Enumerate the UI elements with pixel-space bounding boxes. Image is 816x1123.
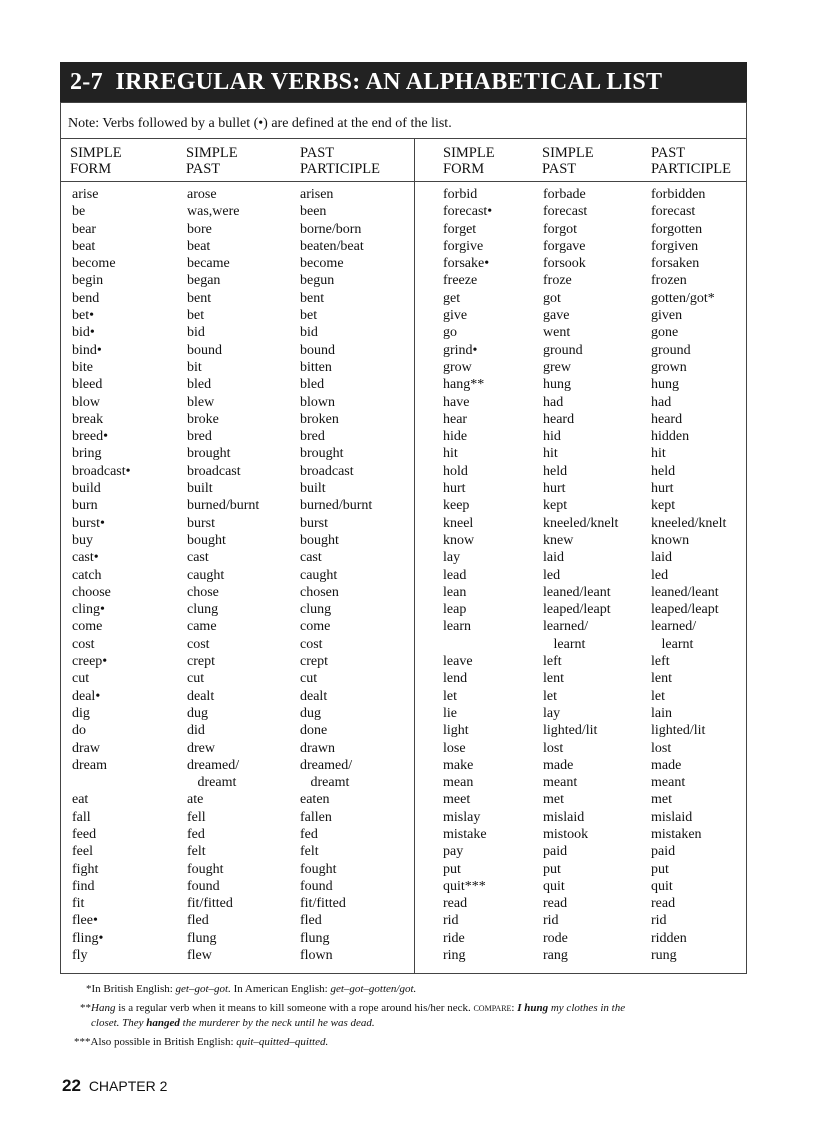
verb-cell: draw [72,740,100,756]
verb-cell: found [187,878,220,894]
verb-cell: lost [651,740,672,756]
verb-cell: forsaken [651,256,700,272]
verb-cell: let [651,688,665,704]
verb-cell: lean [443,584,467,600]
verb-cell: give [443,308,468,324]
verb-cell: bend [72,290,100,306]
verb-cell: laid [651,550,672,566]
col-header-simple-form: SIMPLE FORM [70,145,122,177]
verb-cell: read [543,896,568,912]
verb-cell: broke [187,411,219,427]
verb-cell: hidden [651,429,690,445]
verb-cell: burned/burnt [300,498,373,514]
verb-cell: meet [443,792,471,808]
verb-cell: learnt [543,636,586,652]
section-title: 2-7 IRREGULAR VERBS: AN ALPHABETICAL LIST [70,69,663,95]
verb-cell: hung [543,377,571,393]
verb-cell: hurt [651,481,674,497]
verb-cell: ate [187,792,204,808]
verb-cell: fought [187,861,224,877]
verb-cell: cost [300,636,323,652]
verb-cell: fled [187,913,209,929]
verb-cell: bred [300,429,325,445]
divider [60,138,747,139]
verb-cell: borne/born [300,221,362,237]
verb-cell: found [300,878,333,894]
verb-cell: fit [72,896,85,912]
verb-cell: forgiven [651,238,699,254]
verb-cell: came [187,619,217,635]
verb-cell: burst [300,515,328,531]
verb-cell: quit [543,878,565,894]
verb-cell: kept [651,498,676,514]
column-left-participle [300,186,372,964]
verb-cell: leaped/leapt [543,602,611,618]
verb-cell: lose [443,740,466,756]
verb-cell: ridden [651,930,687,946]
verb-cell: gone [651,325,679,341]
verb-cell: forsake• [443,256,490,272]
col-header-simple-form-2: SIMPLE FORM [443,145,495,177]
verb-cell: fled [300,913,322,929]
verb-cell: lay [443,550,461,566]
verb-cell: freeze [443,273,478,289]
verb-cell: bound [187,342,222,358]
verb-cell: kept [543,498,568,514]
verb-cell: fling• [72,930,104,946]
verb-cell: hung [651,377,679,393]
verb-cell: caught [300,567,338,583]
verb-cell: cost [187,636,210,652]
verb-cell: crept [187,654,215,670]
column-right-simple [443,186,492,964]
verb-cell: hurt [543,481,566,497]
verb-cell: forbidden [651,187,706,202]
col-header-past-participle-2: PAST PARTICIPLE [651,145,731,177]
verb-cell: know [443,532,475,548]
verb-cell: hear [443,411,468,427]
verb-cell: make [443,757,474,773]
verb-cell: breed• [72,429,108,445]
verb-cell: fall [72,809,91,825]
verb-cell: bid• [72,325,95,341]
verb-cell: clung [187,602,219,618]
verb-cell: grew [543,359,571,375]
verb-cell: brought [187,446,231,462]
verb-cell: rid [651,913,667,929]
verb-cell: learned/ [651,619,697,635]
verb-cell: dreamed/ [187,757,240,773]
verb-cell: forgotten [651,221,703,237]
verb-cell: bring [72,446,102,462]
verb-cell: mean [443,775,474,791]
verb-cell: flee• [72,913,98,929]
column-left-past [187,186,259,964]
verb-cell: frozen [651,273,687,289]
verb-cell: lighted/lit [543,723,598,739]
verb-cell: let [443,688,457,704]
verb-cell: fed [187,826,205,842]
verb-cell: bet [300,308,318,324]
verb-cell: hit [443,446,458,462]
verb-cell: cast [187,550,209,566]
verb-cell: gave [543,308,570,324]
verb-cell: ground [651,342,691,358]
verb-cell: flown [300,948,333,964]
verb-cell: did [187,723,205,739]
verb-cell: flung [187,930,217,946]
verb-cell: hide [443,429,468,445]
verb-cell: keep [443,498,470,514]
verb-cell: forsook [543,256,586,272]
verb-cell: had [543,394,564,410]
verb-cell: get [443,290,461,306]
page-number: 22 [62,1076,81,1095]
verb-cell: built [300,481,326,497]
verb-cell: lead [443,567,467,583]
verb-cell: leaned/leant [543,584,611,600]
verb-cell: blew [187,394,215,410]
verb-cell: become [300,256,344,272]
verb-cell: hid [543,429,561,445]
verb-cell: cast [300,550,322,566]
verb-cell: became [187,256,230,272]
verb-cell: paid [543,844,568,860]
verb-cell: begun [300,273,335,289]
verb-cell: meant [543,775,578,791]
verb-cell: made [651,757,682,773]
verb-cell: bitten [300,359,332,375]
verb-cell: fell [187,809,206,825]
verb-cell: fit/fitted [187,896,233,912]
verb-cell: rode [543,930,568,946]
verb-cell: chosen [300,584,339,600]
verb-cell: forget [443,221,477,237]
footnote-3: ***Also possible in British English: quit–quitted–quitted. [74,1036,329,1048]
verb-cell: go [443,325,457,341]
verb-cell: fought [300,861,337,877]
verb-cell: buy [72,532,93,548]
verb-cell: broadcast• [72,463,131,479]
verb-cell: bleed [72,377,103,393]
verb-cell: forecast [543,204,588,220]
verb-cell: burn [72,498,98,514]
verb-cell: eat [72,792,89,808]
verb-cell: be [72,204,86,220]
verb-cell [443,636,492,653]
verb-table-frame [60,102,747,974]
verb-cell [72,774,131,791]
verb-cell: bent [300,290,325,306]
verb-cell: lent [651,671,672,687]
verb-cell: forgot [543,221,577,237]
verb-cell: lighted/lit [651,723,706,739]
verb-cell: was,were [187,204,240,220]
verb-cell: forecast• [443,204,493,220]
verb-cell: lie [443,705,457,721]
column-left-simple [72,186,131,964]
verb-cell: put [443,861,461,877]
verb-cell: meant [651,775,686,791]
verb-cell: grind• [443,342,478,358]
verb-cell: grow [443,359,472,375]
verb-cell: met [651,792,672,808]
verb-cell: catch [72,567,102,583]
verb-cell: left [651,654,670,670]
verb-cell: built [187,481,213,497]
verb-cell: come [300,619,331,635]
verb-cell: find [72,878,95,894]
verb-cell: dreamt [300,775,350,791]
verb-cell: bid [187,325,205,341]
verb-cell: mislay [443,809,481,825]
verb-cell: froze [543,273,572,289]
header-rule-left [60,181,414,182]
verb-cell: fed [300,826,318,842]
verb-cell: dug [300,705,321,721]
verb-cell: choose [72,584,111,600]
verb-cell: do [72,723,86,739]
verb-cell: burned/burnt [187,498,260,514]
verb-cell: quit*** [443,878,486,894]
verb-cell: bore [187,221,212,237]
verb-cell: had [651,394,672,410]
verb-cell: mislaid [543,809,585,825]
verb-cell: bred [187,429,212,445]
verb-cell: made [543,757,574,773]
verb-cell: come [72,619,103,635]
verb-cell: kneeled/knelt [651,515,727,531]
verb-cell: heard [651,411,683,427]
verb-cell: bet [187,308,205,324]
column-right-participle [651,186,726,964]
verb-cell: feel [72,844,93,860]
verb-cell: caught [187,567,225,583]
verb-cell: heard [543,411,575,427]
verb-cell: known [651,532,690,548]
verb-cell: arisen [300,187,334,202]
verb-cell: blown [300,394,335,410]
footnote-2: **Hang is a regular verb when it means to kill someone with a rope around his/her neck. compare: I hung my clothes in the closet. They hanged the murderer by the neck until he was dead. [80,1002,626,1029]
verb-cell: lend [443,671,468,687]
verb-cell: forbade [543,187,586,202]
footnote-1: *In British English: get–got–got. In American English: get–got–gotten/got. [86,983,417,995]
verb-cell: cut [72,671,90,687]
verb-cell: feed [72,826,97,842]
verb-cell: learn [443,619,471,635]
chapter-label: CHAPTER 2 [88,1078,168,1094]
verb-cell: crept [300,654,328,670]
verb-cell: become [72,256,116,272]
verb-cell: bled [300,377,325,393]
verb-cell: lent [543,671,564,687]
verb-cell: dream [72,757,107,773]
verb-cell: leaned/leant [651,584,719,600]
verb-cell: dug [187,705,208,721]
verb-cell: leave [443,654,473,670]
column-divider [414,138,415,974]
verb-cell: broken [300,411,339,427]
verb-cell: held [651,463,676,479]
verb-cell: flung [300,930,330,946]
verb-cell: cut [300,671,318,687]
verb-cell: eaten [300,792,330,808]
verb-cell: rid [443,913,459,929]
verb-cell: learnt [651,636,694,652]
verb-cell: led [543,567,561,583]
verb-cell: flew [187,948,212,964]
verb-cell: dig [72,705,90,721]
verb-cell: gotten/got* [651,290,715,306]
verb-cell: build [72,481,101,497]
verb-cell: kneeled/knelt [543,515,619,531]
verb-cell: mistaken [651,826,702,842]
verb-cell: done [300,723,328,739]
verb-cell: bet• [72,308,95,324]
verb-cell: learned/ [543,619,589,635]
verb-cell: forgave [543,238,586,254]
verb-cell: bite [72,359,93,375]
verb-cell: rung [651,948,677,964]
verb-cell: held [543,463,568,479]
verb-cell: forbid [443,187,478,202]
verb-cell: beat [72,238,96,254]
verb-cell: leap [443,602,467,618]
verb-cell: bought [300,532,339,548]
verb-cell: rang [543,948,568,964]
verb-cell: chose [187,584,219,600]
verb-cell: kneel [443,515,474,531]
verb-cell: lain [651,705,672,721]
verb-cell: cut [187,671,205,687]
table-note: Note: Verbs followed by a bullet (•) are defined at the end of the list. [68,116,452,131]
verb-cell: bought [187,532,226,548]
verb-cell: bind• [72,342,102,358]
verb-cell: grown [651,359,687,375]
verb-cell: fight [72,861,99,877]
verb-cell: hit [651,446,666,462]
verb-cell: ride [443,930,465,946]
verb-cell: have [443,394,470,410]
verb-cell: creep• [72,654,108,670]
verb-cell: bid [300,325,318,341]
verb-cell: knew [543,532,574,548]
verb-cell: burst [187,515,215,531]
verb-cell: put [543,861,561,877]
verb-cell: leaped/leapt [651,602,719,618]
verb-cell: mistake [443,826,487,842]
col-header-simple-past: SIMPLE PAST [186,145,238,177]
verb-cell: fly [72,948,88,964]
verb-cell: blow [72,394,100,410]
verb-cell: paid [651,844,676,860]
verb-cell: pay [443,844,464,860]
verb-cell: ground [543,342,583,358]
verb-cell: bent [187,290,212,306]
verb-cell: broadcast [187,463,241,479]
verb-cell: break [72,411,104,427]
col-header-past-participle: PAST PARTICIPLE [300,145,380,177]
verb-cell: forecast [651,204,696,220]
verb-cell: bound [300,342,335,358]
verb-cell: burst• [72,515,105,531]
verb-cell: mislaid [651,809,693,825]
verb-cell: hit [543,446,558,462]
verb-cell: arise [72,187,99,202]
verb-cell: read [443,896,468,912]
verb-cell: bled [187,377,212,393]
verb-cell: dealt [300,688,328,704]
verb-cell: beat [187,238,211,254]
verb-cell: cast• [72,550,99,566]
section-title-bar [60,62,747,102]
verb-cell: put [651,861,669,877]
col-header-simple-past-2: SIMPLE PAST [542,145,594,177]
verb-cell: broadcast [300,463,354,479]
verb-cell: dealt [187,688,215,704]
verb-cell: felt [300,844,319,860]
verb-cell: cost [72,636,95,652]
verb-cell: ring [443,948,466,964]
verb-cell: been [300,204,327,220]
verb-cell: laid [543,550,564,566]
verb-cell: hang** [443,377,485,393]
verb-cell: rid [543,913,559,929]
verb-cell: felt [187,844,206,860]
page-footer [62,1076,167,1096]
verb-cell: began [187,273,221,289]
verb-cell: clung [300,602,332,618]
verb-cell: lost [543,740,564,756]
verb-cell: deal• [72,688,101,704]
verb-cell: mistook [543,826,589,842]
verb-cell: let [543,688,557,704]
verb-cell: led [651,567,669,583]
verb-cell: light [443,723,469,739]
verb-cell: bear [72,221,97,237]
header-rule-right [414,181,747,182]
column-right-past [543,186,618,964]
verb-cell: arose [187,187,217,202]
verb-cell: quit [651,878,673,894]
verb-cell: drawn [300,740,335,756]
verb-cell: begin [72,273,104,289]
verb-cell: cling• [72,602,105,618]
verb-cell: drew [187,740,215,756]
verb-cell: hurt [443,481,466,497]
verb-cell: went [543,325,571,341]
verb-cell: forgive [443,238,484,254]
verb-cell: dreamt [187,775,237,791]
verb-cell: left [543,654,562,670]
verb-cell: bit [187,359,202,375]
verb-cell: beaten/beat [300,238,364,254]
verb-cell: fit/fitted [300,896,346,912]
verb-cell: given [651,308,683,324]
verb-cell: met [543,792,564,808]
verb-cell: got [543,290,561,306]
verb-cell: dreamed/ [300,757,353,773]
verb-cell: lay [543,705,561,721]
verb-cell: fallen [300,809,332,825]
verb-cell: brought [300,446,344,462]
verb-cell: read [651,896,676,912]
verb-cell: hold [443,463,468,479]
